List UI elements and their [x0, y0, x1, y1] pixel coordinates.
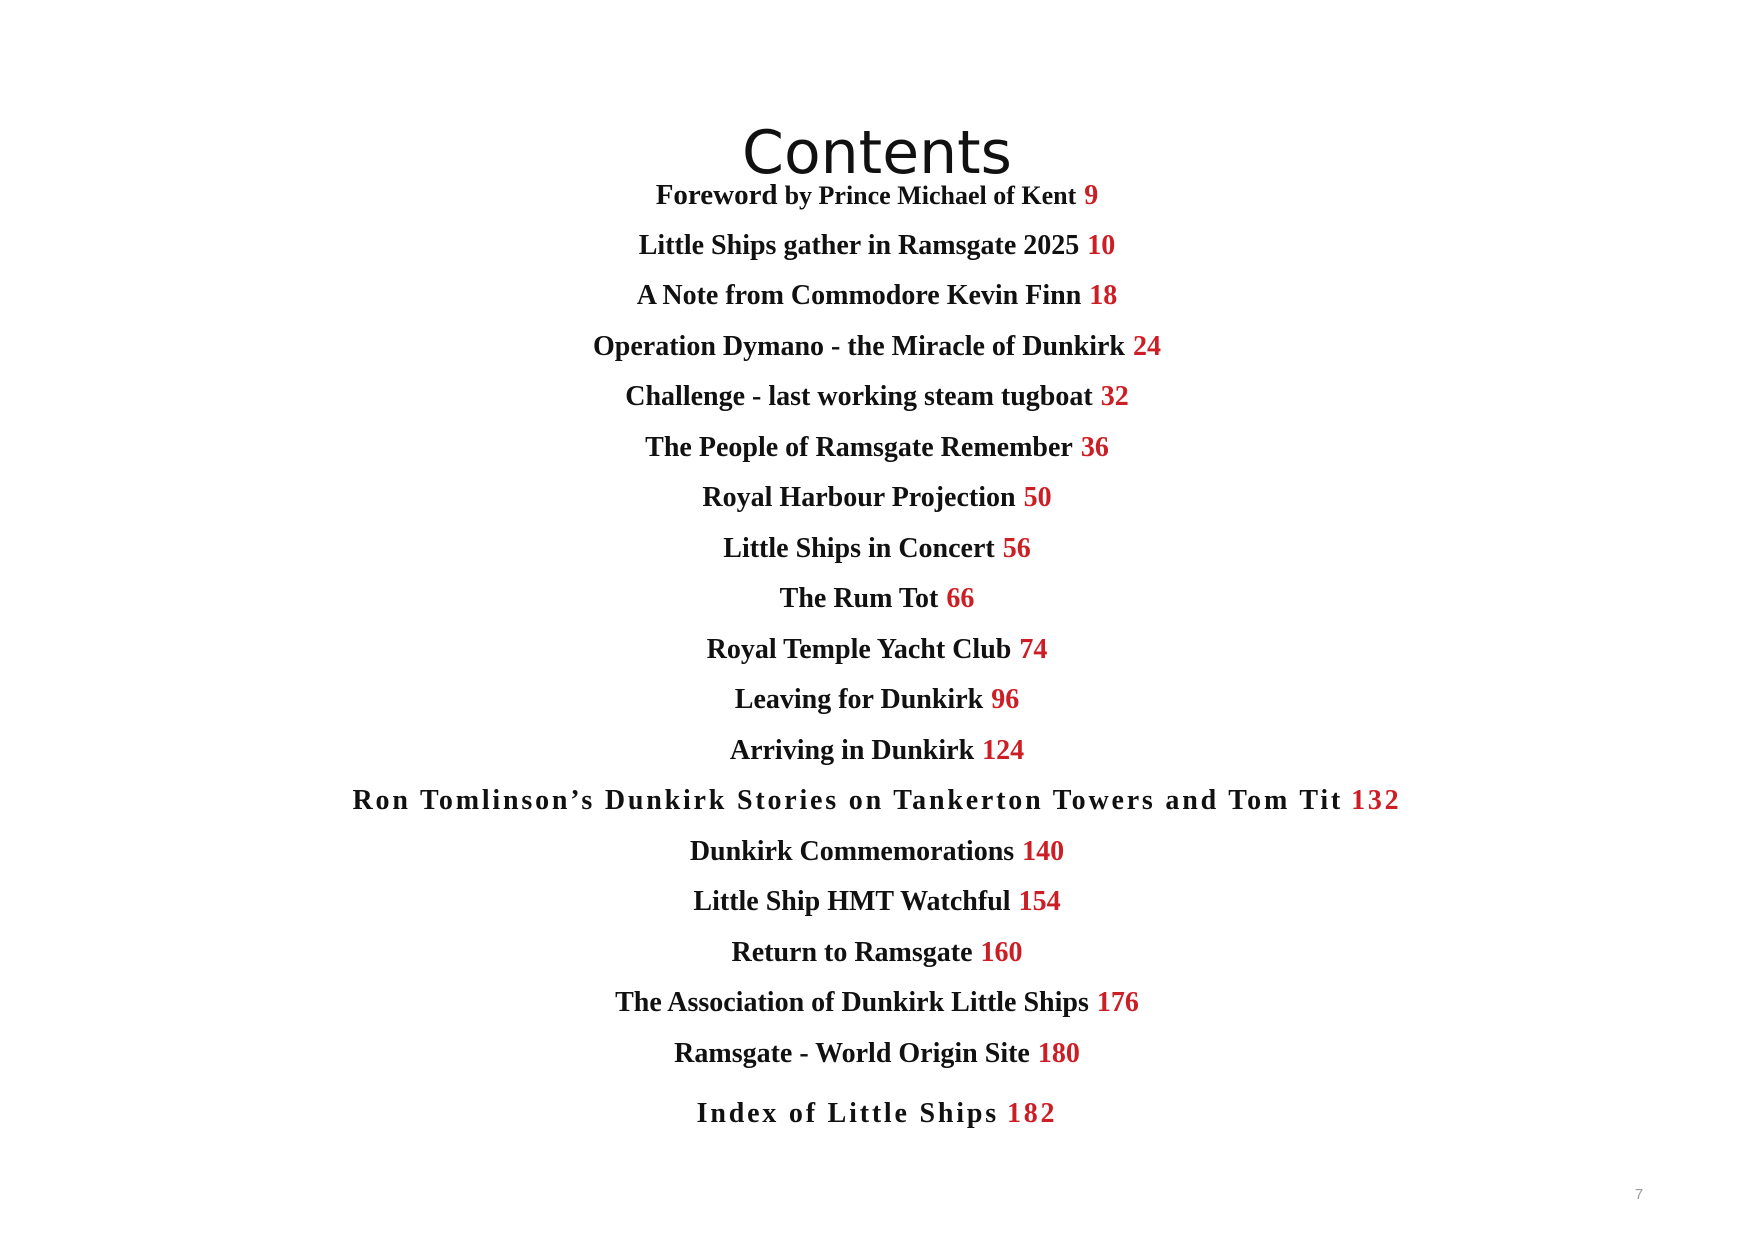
toc-entry[interactable] — [0, 372, 1754, 423]
toc-entry-title: Index of Little Ships — [696, 1098, 999, 1129]
toc-entry[interactable] — [0, 625, 1754, 676]
toc-entry-page: 74 — [1019, 633, 1048, 665]
toc-entry-page: 9 — [1084, 180, 1099, 211]
toc-entry[interactable] — [0, 473, 1754, 524]
toc-entry[interactable] — [0, 726, 1754, 777]
toc-entry-page: 10 — [1087, 229, 1116, 261]
table-of-contents — [0, 170, 1754, 1140]
toc-entry-title: Ramsgate - World Origin Site — [674, 1037, 1030, 1069]
toc-entry-title: Little Ship HMT Watchful — [693, 886, 1011, 917]
toc-entry-page: 154 — [1018, 886, 1061, 917]
toc-entry-title: The Rum Tot — [779, 583, 939, 614]
toc-entry-title: A Note from Commodore Kevin Finn — [636, 280, 1082, 311]
toc-entry-page: 176 — [1096, 987, 1139, 1018]
toc-entry-page: 36 — [1080, 431, 1109, 463]
toc-entry-title: Royal Harbour Projection — [702, 482, 1016, 513]
toc-entry-page: 56 — [1002, 532, 1031, 564]
toc-entry-title: Challenge - last working steam tugboat — [625, 381, 1093, 412]
toc-entry[interactable] — [0, 322, 1754, 373]
toc-entry[interactable] — [0, 423, 1754, 474]
toc-entry-page: 140 — [1022, 835, 1065, 867]
toc-entry[interactable] — [0, 675, 1754, 726]
toc-entry-foreword[interactable] — [0, 170, 1754, 221]
toc-entry[interactable] — [0, 877, 1754, 928]
toc-entry[interactable] — [0, 221, 1754, 272]
toc-entry[interactable] — [0, 1089, 1754, 1140]
toc-entry-title: Leaving for Dunkirk — [734, 684, 984, 715]
toc-entry-page: 96 — [991, 684, 1020, 715]
toc-entry-title: Return to Ramsgate — [731, 936, 973, 968]
toc-entry[interactable] — [0, 928, 1754, 979]
toc-entry-title: Little Ships gather in Ramsgate 2025 — [638, 229, 1080, 261]
toc-entry-page: 182 — [1006, 1098, 1058, 1129]
toc-entry-page: 180 — [1037, 1037, 1080, 1069]
toc-entry[interactable] — [0, 574, 1754, 625]
toc-entry-title: Little Ships in Concert — [723, 532, 995, 564]
toc-entry-page: 24 — [1132, 330, 1161, 362]
toc-entry-page: 32 — [1100, 381, 1129, 412]
toc-entry-title: Dunkirk Commemorations — [689, 835, 1015, 867]
toc-entry-title: Ron Tomlinson’s Dunkirk Stories on Tankerton Towers and Tom Tit — [352, 785, 1344, 816]
toc-entry-page: 66 — [946, 583, 975, 614]
toc-entry-title: Foreword — [655, 179, 778, 211]
toc-entry-title: Arriving in Dunkirk — [729, 734, 975, 766]
toc-entry-page: 18 — [1089, 280, 1118, 311]
toc-entry[interactable] — [0, 1029, 1754, 1080]
toc-entry-title: The Association of Dunkirk Little Ships — [615, 987, 1089, 1018]
toc-entry-page: 132 — [1351, 785, 1402, 816]
toc-entry[interactable] — [0, 524, 1754, 575]
toc-entry[interactable] — [0, 271, 1754, 322]
toc-entry-page: 160 — [980, 936, 1023, 968]
toc-entry-title: Royal Temple Yacht Club — [706, 633, 1012, 665]
toc-entry[interactable] — [0, 827, 1754, 878]
toc-entry-page: 50 — [1023, 482, 1052, 513]
page-title: Contents — [742, 118, 1012, 189]
toc-entry-subtitle: by Prince Michael of Kent — [784, 181, 1077, 210]
toc-entry-title: The People of Ramsgate Remember — [645, 431, 1073, 463]
page-number: 7 — [1634, 1186, 1644, 1203]
toc-entry[interactable] — [0, 978, 1754, 1029]
toc-entry-page: 124 — [982, 734, 1025, 766]
toc-entry[interactable] — [0, 776, 1754, 827]
toc-entry-title: Operation Dymano - the Miracle of Dunkirk — [593, 330, 1125, 362]
